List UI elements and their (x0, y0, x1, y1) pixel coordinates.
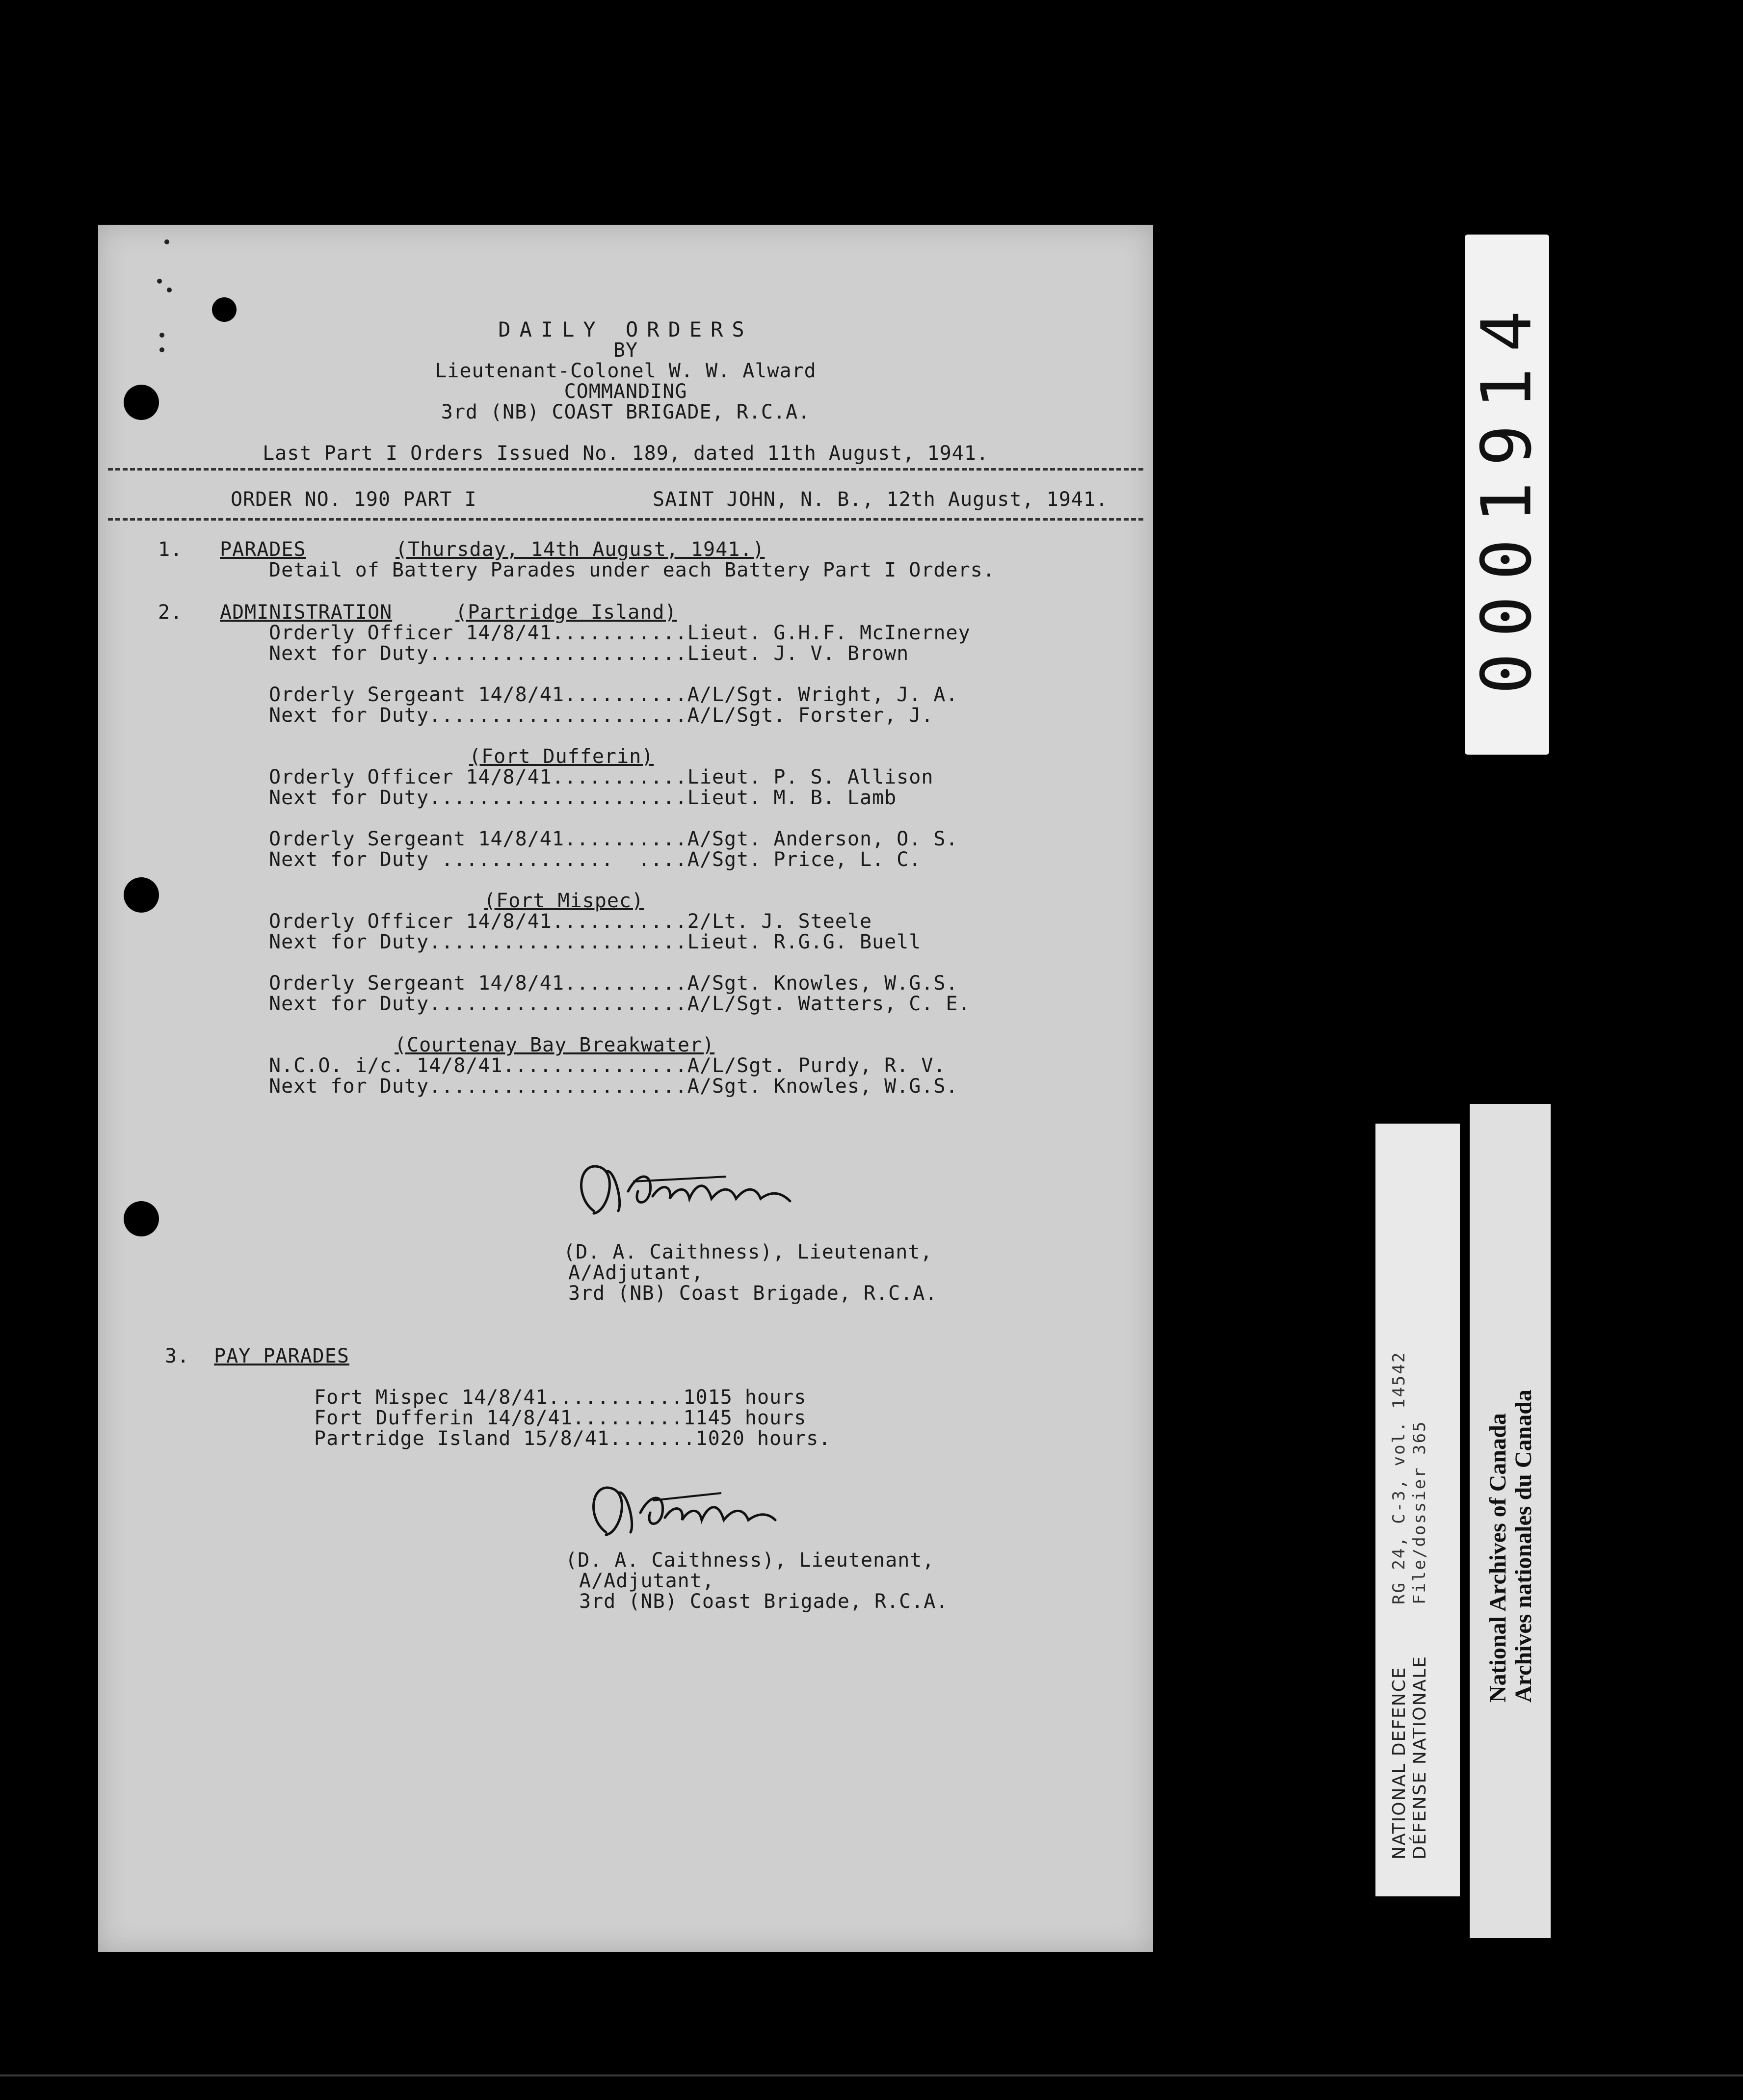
dashed-rule (108, 468, 1143, 471)
document-page (98, 225, 1153, 1952)
punch-hole (212, 297, 237, 322)
header-commander: Lieutenant-Colonel W. W. Alward (435, 360, 817, 382)
punch-hole (124, 877, 159, 913)
frame-number-strip (1465, 235, 1549, 755)
reference-line-1: RG 24, C-3, vol. 14542 (1389, 1351, 1409, 1604)
defence-label-fr: DÉFENSE NATIONALE (1410, 1655, 1430, 1860)
film-edge-line (0, 2074, 1743, 2076)
duty-line: Orderly Officer 14/8/41...........Lieut. P. S. Allison (269, 766, 934, 788)
duty-line: N.C.O. i/c. 14/8/41...............A/L/Sgt. Purdy, R. V. (269, 1054, 946, 1077)
handwritten-signature (564, 1152, 819, 1226)
signature-unit: 3rd (NB) Coast Brigade, R.C.A. (568, 1282, 938, 1305)
pay-parade-line: Partridge Island 15/8/41.......1020 hours. (314, 1427, 831, 1450)
signature-unit: 3rd (NB) Coast Brigade, R.C.A. (579, 1590, 949, 1613)
header-unit: 3rd (NB) COAST BRIGADE, R.C.A. (441, 401, 811, 423)
signature-name: (D. A. Caithness), Lieutenant, (565, 1549, 935, 1572)
section-2-number: 2. (158, 601, 183, 624)
dufferin-heading: (Fort Dufferin) (469, 745, 654, 768)
section-1-title: PARADES (220, 538, 306, 561)
order-number: ORDER NO. 190 PART I (231, 488, 477, 511)
archives-label-fr: Archives nationales du Canada (1510, 1390, 1536, 1703)
document-title: DAILY ORDERS (498, 317, 753, 341)
duty-line: Next for Duty .............. ....A/Sgt. Price, L. C. (269, 848, 922, 871)
reference-label (1375, 1124, 1460, 1896)
speck (157, 279, 162, 284)
header-commanding: COMMANDING (564, 380, 687, 403)
pay-parade-line: Fort Dufferin 14/8/41.........1145 hours (314, 1407, 807, 1429)
duty-line: Orderly Officer 14/8/41...........Lieut. G.H.F. McInerney (269, 622, 971, 644)
mispec-heading: (Fort Mispec) (484, 890, 644, 912)
section-1-date: (Thursday, 14th August, 1941.) (396, 538, 765, 561)
speck (167, 288, 172, 292)
duty-line: Orderly Sergeant 14/8/41..........A/Sgt. Anderson, O. S. (269, 828, 958, 850)
signature-name: (D. A. Caithness), Lieutenant, (563, 1241, 933, 1263)
duty-line: Next for Duty.....................A/Sgt. Knowles, W.G.S. (269, 1075, 958, 1098)
duty-line: Next for Duty.....................A/L/Sgt. Watters, C. E. (269, 993, 971, 1015)
duty-line: Orderly Sergeant 14/8/41..........A/L/Sgt. Wright, J. A. (269, 683, 958, 706)
section-1-number: 1. (158, 538, 183, 561)
duty-line: Next for Duty.....................Lieut. M. B. Lamb (269, 787, 897, 809)
last-orders-line: Last Part I Orders Issued No. 189, dated 11th August, 1941. (263, 442, 989, 465)
dashed-rule (108, 518, 1143, 521)
punch-hole (124, 1201, 159, 1236)
duty-line: Next for Duty.....................Lieut. J. V. Brown (269, 642, 909, 665)
section-2-title: ADMINISTRATION (220, 601, 393, 624)
section-1-detail: Detail of Battery Parades under each Battery Part I Orders. (269, 559, 995, 581)
courtenay-heading: (Courtenay Bay Breakwater) (395, 1034, 715, 1056)
archives-label (1470, 1104, 1551, 1938)
speck (164, 239, 169, 244)
duty-line: Orderly Sergeant 14/8/41..........A/Sgt. Knowles, W.G.S. (269, 972, 958, 995)
defence-label-en: NATIONAL DEFENCE (1389, 1666, 1409, 1860)
duty-line: Next for Duty.....................A/L/Sgt. Forster, J. (269, 704, 934, 727)
pay-parade-line: Fort Mispec 14/8/41...........1015 hours (314, 1386, 807, 1409)
section-3-number: 3. (165, 1345, 190, 1367)
reference-line-2: File/dossier 365 (1410, 1420, 1429, 1604)
duty-line: Next for Duty.....................Lieut. R.G.G. Buell (269, 931, 922, 953)
frame-number: 0001914 (1467, 294, 1547, 695)
partridge-heading: (Partridge Island) (455, 601, 677, 624)
signature-role: A/Adjutant, (568, 1261, 704, 1284)
handwritten-signature (579, 1471, 834, 1545)
archives-label-en: National Archives of Canada (1485, 1413, 1511, 1703)
header-by: BY (613, 339, 638, 362)
signature-role: A/Adjutant, (579, 1570, 714, 1592)
section-3-title: PAY PARADES (214, 1345, 349, 1367)
duty-line: Orderly Officer 14/8/41...........2/Lt. J. Steele (269, 910, 872, 933)
place-date: SAINT JOHN, N. B., 12th August, 1941. (653, 488, 1109, 511)
